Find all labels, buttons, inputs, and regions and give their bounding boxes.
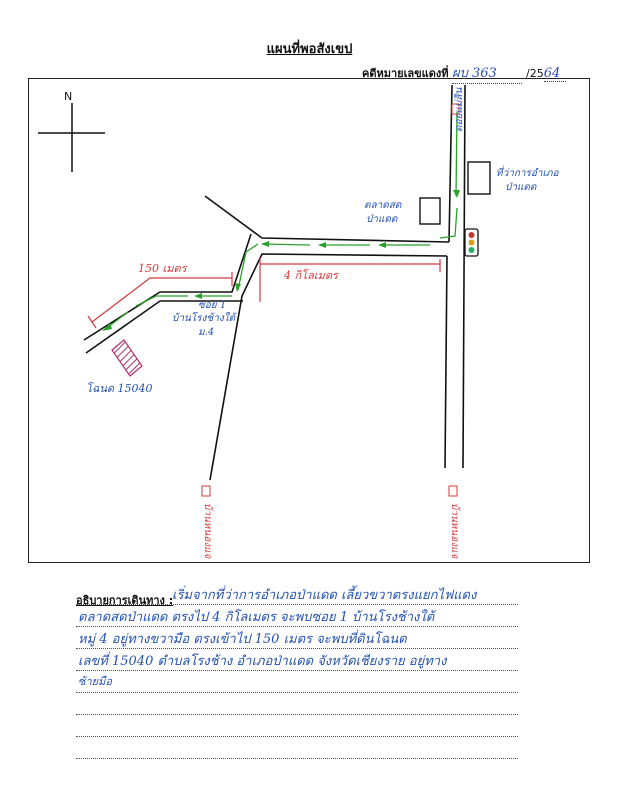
soi-label-3: ม.4 xyxy=(198,327,215,338)
description-blank-line-7 xyxy=(76,714,518,737)
road-direction-bottom-right xyxy=(449,486,461,560)
district-office-building-icon xyxy=(468,162,490,194)
description-label: อธิบายการเดินทาง : xyxy=(76,594,174,607)
soi-label-1: ซอย 1 xyxy=(198,300,227,311)
road-bottom-right-label: บ้านหนองแจ xyxy=(449,503,460,559)
road-direction-bottom-left xyxy=(202,486,214,560)
traffic-light-icon xyxy=(465,229,478,256)
distance-150m-label: 150 เมตร xyxy=(138,262,187,275)
case-year-value: 64 xyxy=(543,66,561,81)
description-line-4: เลขที่ 15040 ตำบลโรงช้าง อำเภอป่าแดด จังหวัดเชียงราย อยู่ทาง xyxy=(78,654,447,669)
description-blank-line-6 xyxy=(76,692,518,715)
description-line-2-row xyxy=(76,604,518,627)
district-office-label-2: ป่าแดด xyxy=(505,182,537,193)
land-deed-label: โฉนด 15040 xyxy=(86,382,153,395)
description-line-3: หมู่ 4 อยู่ทางขวามือ ตรงเข้าไป 150 เมตร จะพบที่ดินโฉนด xyxy=(78,632,407,647)
soi-label-2: บ้านโรงช้างใต้ xyxy=(172,313,236,324)
case-year-separator: /25 xyxy=(526,67,544,80)
description-line-5-row xyxy=(76,670,518,693)
route-arrowheads xyxy=(102,190,460,331)
description-line-2: ตลาดสดป่าแดด ตรงไป 4 กิโลเมตร จะพบซอย 1 บ้านโรงช้างใต้ xyxy=(78,610,435,625)
page-title: แผนที่พอสังเขป xyxy=(266,42,353,57)
district-office-label-1: ที่ว่าการอำเภอ xyxy=(496,168,559,179)
distance-4km-label: 4 กิโลเมตร xyxy=(284,269,338,282)
market-building-icon xyxy=(420,198,440,224)
description-blank-line-8 xyxy=(76,736,518,759)
road-top-right-label: ดอยแม่สิน xyxy=(454,87,465,132)
road-bottom-left-label: บ้านหนองแจ xyxy=(202,503,213,559)
route-path xyxy=(104,112,457,330)
north-label: N xyxy=(64,90,73,103)
case-number-label: คดีหมายเลขแดงที่ xyxy=(362,67,449,80)
description-line-3-row xyxy=(76,626,518,649)
case-number-value: ผบ 363 xyxy=(452,66,497,81)
description-line-4-row xyxy=(76,648,518,671)
main-road xyxy=(445,85,465,468)
road-direction-top-right xyxy=(452,87,465,133)
north-compass-icon xyxy=(38,90,105,172)
market-label-1: ตลาดสด xyxy=(364,200,402,211)
market-label-2: ป่าแดด xyxy=(366,214,398,225)
description-line-1-row xyxy=(76,582,518,605)
description-line-1: เริ่มจากที่ว่าการอำเภอป่าแดด เลี้ยวขวาตรงแยกไฟแดง xyxy=(172,588,477,603)
land-parcel-hatched xyxy=(112,340,142,376)
cross-road xyxy=(84,196,449,480)
description-line-5: ซ้ายมือ xyxy=(78,675,112,688)
